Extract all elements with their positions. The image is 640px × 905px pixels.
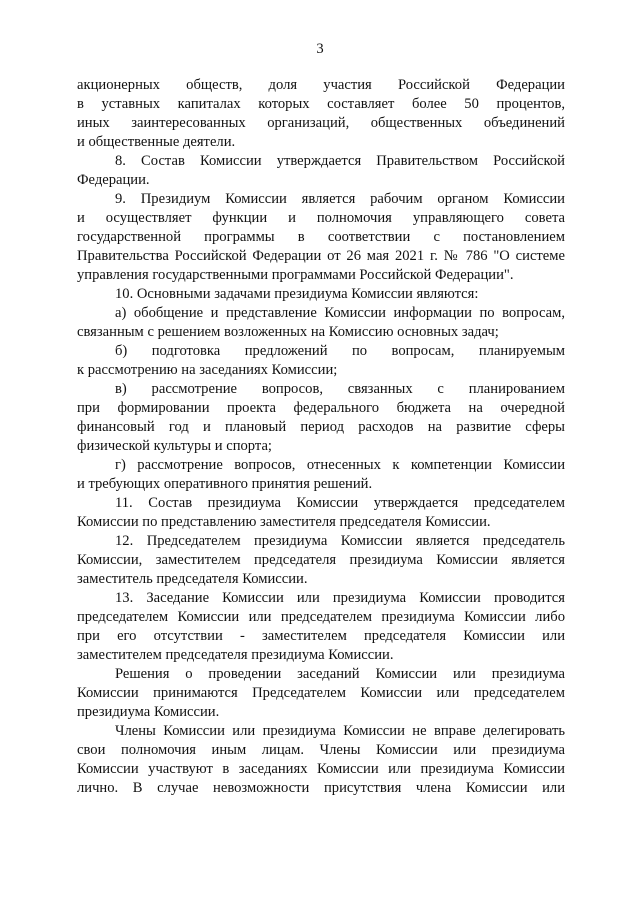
text-line: Комиссии участвуют в заседаниях Комиссии или президиума Комиссии (77, 761, 565, 777)
text-line: а) обобщение и представление Комиссии информации по вопросам, (115, 305, 565, 321)
text-line: председателем Комиссии или председателем президиума Комиссии либо (77, 609, 565, 625)
text-line: при его отсутствии - заместителем председателя Комиссии или (77, 628, 565, 644)
text-line: Решения о проведении заседаний Комиссии или президиума (115, 666, 565, 682)
text-line: 12. Председателем президиума Комиссии является председатель (115, 533, 565, 549)
text-line: в) рассмотрение вопросов, связанных с планированием (115, 381, 565, 397)
text-line: свои полномочия иным лицам. Члены Комиссии или президиума (77, 742, 565, 758)
text-line: 9. Президиум Комиссии является рабочим органом Комиссии (115, 191, 565, 207)
text-line: 8. Состав Комиссии утверждается Правительством Российской (115, 153, 565, 169)
text-line: в уставных капиталах которых составляет более 50 процентов, (77, 96, 565, 112)
text-line: Правительства Российской Федерации от 26 мая 2021 г. № 786 "О системе (77, 248, 565, 264)
text-line: заместителем председателя президиума Комиссии. (77, 647, 394, 663)
text-line: управления государственными программами Российской Федерации". (77, 267, 514, 283)
text-line: и требующих оперативного принятия решений. (77, 476, 373, 492)
text-line: б) подготовка предложений по вопросам, планируемым (115, 343, 565, 359)
text-line: Федерации. (77, 172, 150, 188)
text-line: и осуществляет функции и полномочия управляющего совета (77, 210, 565, 226)
text-line: Члены Комиссии или президиума Комиссии не вправе делегировать (115, 723, 565, 739)
text-line: физической культуры и спорта; (77, 438, 272, 454)
text-line: президиума Комиссии. (77, 704, 220, 720)
text-line: г) рассмотрение вопросов, отнесенных к компетенции Комиссии (115, 457, 565, 473)
page-number: 3 (316, 41, 324, 57)
text-line: 11. Состав президиума Комиссии утверждается председателем (115, 495, 565, 511)
text-line: и общественные деятели. (77, 134, 236, 150)
document-body (77, 76, 565, 798)
text-line: акционерных обществ, доля участия Российской Федерации (77, 77, 565, 93)
text-line: связанным с решением возложенных на Комиссию основных задач; (77, 324, 499, 340)
text-line: Комиссии по представлению заместителя председателя Комиссии. (77, 514, 491, 530)
text-line: при формировании проекта федерального бюджета на очередной (77, 400, 565, 416)
text-line: заместитель председателя Комиссии. (77, 571, 308, 587)
text-line: государственной программы в соответствии с постановлением (77, 229, 565, 245)
text-line: 13. Заседание Комиссии или президиума Комиссии проводится (115, 590, 565, 606)
text-line: 10. Основными задачами президиума Комиссии являются: (115, 286, 479, 302)
text-line: финансовый год и плановый период расходов на развитие сферы (77, 419, 565, 435)
text-line: иных заинтересованных организаций, общественных объединений (77, 115, 565, 131)
text-line: Комиссии принимаются Председателем Комиссии или председателем (77, 685, 565, 701)
text-line: к рассмотрению на заседаниях Комиссии; (77, 362, 338, 378)
text-line: лично. В случае невозможности присутствия члена Комиссии или (77, 780, 565, 796)
text-line: Комиссии, заместителем председателя президиума Комиссии является (77, 552, 565, 568)
